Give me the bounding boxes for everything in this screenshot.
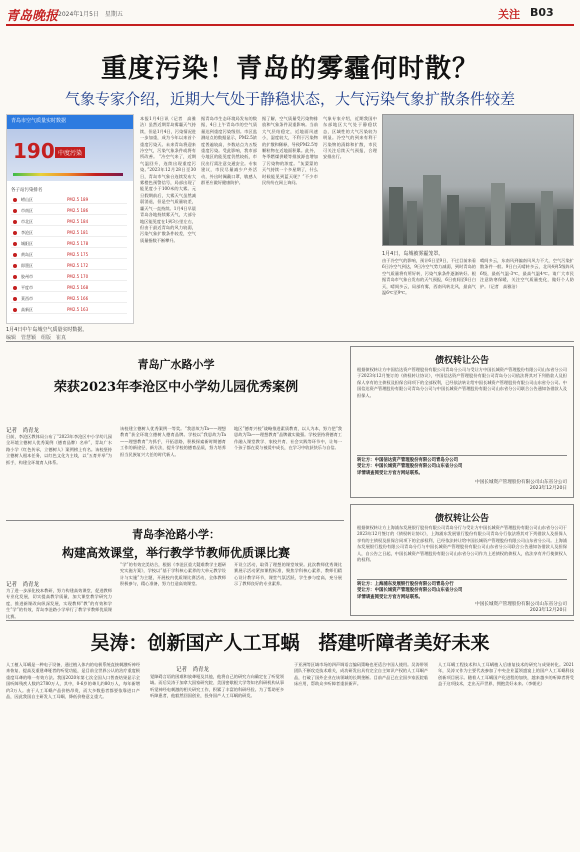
notice-title: 债权转让公告 xyxy=(434,514,489,524)
newspaper-logo: 青岛晚报 xyxy=(6,9,59,24)
notice-signature: 中国长城资产管理股份有限公司山东省分公司 2023年12月20日 xyxy=(475,480,567,491)
main-article-col6: 晴间多云，东南风到偏南风风力不大，空气污染扩散条件一般。9日白天晴转多云，北风4到5级阵风6级，最低气温-3℃，最高气温4℃。请广大市民注意防寒保暖，关注空气质量变化，做好个人防护。（记者 高雅洁） xyxy=(480,258,574,289)
app-title: 青岛市空气质量实时数据 xyxy=(11,118,67,124)
aqi-value: 190 xyxy=(13,139,55,163)
station-value: PM2.5 172 xyxy=(67,263,89,268)
main-subheadline: 气象专家介绍，近期大气处于静稳状态，大气污染气象扩散条件较差 xyxy=(64,90,515,108)
station-value: PM2.5 175 xyxy=(67,252,89,257)
debt-transfer-notice-1 xyxy=(350,346,574,498)
station-row xyxy=(11,272,127,281)
status-dot-icon xyxy=(13,308,17,312)
station-value: PM2.5 181 xyxy=(67,230,89,235)
article2-col2: 该校建立德树人优秀案例一等奖。“我思故为Ta——理想教育”获全环境立德树人德育品牌。学校以“我思故为Ta——理想教育”为抓手，开拓思路，积极探索新时期德育工作的新途径、新方法，提升学校的德育品质，努力培养担当民族复兴大任的时代新人。 xyxy=(120,426,226,457)
main-article-col4: 气象专家介绍，近期我国中东部地区大气处于静稳状态，区域性的大气污染较为明显。冷空气的到来有利于污染物的清除和扩散，市民可关注后续天气预报，合理安排出行。 xyxy=(323,116,377,160)
station-name: 高新区 xyxy=(21,307,33,312)
station-row xyxy=(11,294,127,303)
bottom-section-divider xyxy=(6,620,574,621)
station-name: 莱西市 xyxy=(21,296,33,301)
station-name: 平度市 xyxy=(21,285,33,290)
notice-signature: 中国长城资产管理股份有限公司山东省分公司 2023年12月20日 xyxy=(475,602,567,613)
station-name: 李沧区 xyxy=(21,230,33,235)
station-row xyxy=(11,206,127,215)
article3-col3: 开设立活动，取得了理想的课堂效果。此次教师优秀课比赛展示活动紧扣课程标准，聚焦学科核心素养，教师们精心设计教学环节，课堂气氛活跃，学生参与度高，充分展示了教师良好的专业素养。 xyxy=(234,562,342,587)
station-value: PM2.5 168 xyxy=(67,285,89,290)
article2-kicker: 青岛广水路小学 xyxy=(137,358,215,371)
screenshot-caption: 1月4日中午岛城空气质量实时数据。 xyxy=(6,327,88,333)
article4-col1: 人工植入耳蜗是一种电子设备，通过植入体内的电极系统直接刺激听神经来恢复、提高及重建聋哑者的听觉功能，是目前全世界公认的治疗重度极重度耳聋的唯一有效方法。我国2020年第七次全国人口普查结果显示全国听障残疾人数约2780万人，其中，0-6岁的聋儿约80万人，每年新增约3万人。由于人工耳蜗产品价格昂贵，而大多数患者都要依靠进口产品，因此我国自主研发人工耳蜗、降低价格意义重大。 xyxy=(6,662,141,700)
station-name: 崂山区 xyxy=(21,197,33,202)
status-dot-icon xyxy=(13,253,17,257)
station-name: 黄岛区 xyxy=(21,252,33,257)
station-name: 即墨区 xyxy=(21,263,33,268)
photo-caption: 1月4日，岛城被雾霾笼罩。 xyxy=(382,251,444,257)
main-article-col1: 本报1月4日讯（记者 高雅洁）虽然近期青岛雾霾天气持续，但是1月4日，污染情况进一步加重，成为今年以来首个重度污染天。未来青岛将迎来冷空气，污染气象条件或将有所改善。 “冷空气来了，近期气温回升，连续出现重度污染。”2023年12月28日至30日，青岛市气象台连续发布大雾橙色预警信号，局部出现了能见度小于100米的大雾。元旦假期前后，大雾天气虽然减弱消退，但是空气质量较差，霾天气一直持续。1月4日早晨青岛各地持续雾天气，大部分地区能见度在1到3公里左右，但由于最近青岛的风力较弱，污染气象扩散条件较差，空气质量指数不断攀升。 xyxy=(140,116,196,243)
app-title-bar xyxy=(7,115,133,129)
status-dot-icon xyxy=(13,297,17,301)
aqi-level-badge: 中度污染 xyxy=(55,147,85,158)
station-row xyxy=(11,217,127,226)
article3-byline: 记者 尚青龙 xyxy=(6,582,40,588)
station-ranking-title: 各子站污染排名 xyxy=(11,188,43,193)
station-row xyxy=(11,239,127,248)
article2-col1: 日前，李沧区教体局公布了“2023年李沧区中小学幼儿园全环境立德树人优秀案例（德育品牌）名单”，青岛广水路小学《红色传承，立德树人》案例榜上有名。该校坚持立德树人根本任务，以红色文化为主线，以“五育并举”为抓手，构建全环境育人体系。 xyxy=(6,434,112,465)
station-row xyxy=(11,228,127,237)
article4-title: 吴涛：创新国产人工耳蜗 搭建听障者美好未来 xyxy=(90,632,490,654)
station-name: 胶州市 xyxy=(21,274,33,279)
smog-cityscape-photo xyxy=(382,114,574,246)
article4-col2: 觉障碍言语的困难和放聋哑及其他，他将自己的研究方向确定在了听觉领域。而后吴涛于加拿大国家研究院、美国密歇根大学等知名科研机构从事听觉神经电刺激的相关研究工作，积累了丰富的科研经验。为了帮助更多听障患者，他毅然回国创业，投身国产人工耳蜗的研发。 xyxy=(150,674,285,699)
station-value: PM2.5 189 xyxy=(67,197,89,202)
station-value: PM2.5 170 xyxy=(67,274,89,279)
station-row xyxy=(11,195,127,204)
station-row xyxy=(11,250,127,259)
status-dot-icon xyxy=(13,220,17,224)
station-value: PM2.5 184 xyxy=(67,219,89,224)
main-article-col2: 据青岛市生态环境局发布的数据，4日上午青岛市的空气质量达到重度污染级别。市区监测站点的数据显示，PM2.5浓度普遍较高，多数站点为五级重度污染。受此影响，我市部分地区的能见度仍然较低，市民出行需注意交通安全。专家建议，市民尽量减少户外活动，外出时佩戴口罩，敏感人群更应做好健康防护。 xyxy=(201,116,257,186)
notice-body: 根据债权转让方上海浦东发展银行股份有限公司青岛分行与受让方中国长城资产管理股份有限公司山东省分公司于2023年12月签订的《债权转让协议》，上海浦东发展银行股份有限公司青岛分行依法将其对下列借款人及担保人享有的主债权及担保合同项下的全部权利，已经依法转让给中国长城资产管理股份有限公司山东省分公司。上海浦东发展银行股份有限公司青岛分行与中国长城资产管理股份有限公司山东省分公司联合公告通知各借款人及担保人，自公告之日起，中国长城资产管理股份有限公司山东省分公司作为上述债权的债权人，依法享有并行使债权人的权利。 xyxy=(357,525,567,563)
header-rule xyxy=(6,24,574,26)
article4-byline: 记者 尚青龙 xyxy=(176,667,210,673)
status-dot-icon xyxy=(13,275,17,279)
notice-parties: 转让方：上海浦东发展银行股份有限公司青岛分行 受让方：中国长城资产管理股份有限公司山东省分公司 详情请查阅受让方官方网站联系。 xyxy=(357,579,567,599)
article4-col4: 人工耳蜗工程技术和人工耳蜗植入后康复技术的研究与成果转化。2021年，吴涛又作为主要代表参加了中央企业蓝领盛宴上的国产人工耳蜗科技创新项目展示。随着人工耳蜗国产化进程的加快，越来越多的听障者将受益于这项技术，走出无声世界，拥抱美好未来。（李朝光） xyxy=(438,662,574,687)
notice-parties: 转让方：中国信达资产管理股份有限公司青岛分公司 受让方：中国长城资产管理股份有限公司山东省分公司 详情请查阅受让方官方网站联系。 xyxy=(357,455,567,477)
section-divider xyxy=(6,341,574,342)
issue-date: 2024年1月5日 星期五 xyxy=(58,11,123,18)
article2-title: 荣获2023年李沧区中小学幼儿园优秀案例 xyxy=(53,380,299,395)
station-value: PM2.5 166 xyxy=(67,296,89,301)
section-name: 关注 xyxy=(498,8,520,21)
aqi-color-scale xyxy=(13,173,123,176)
station-row xyxy=(11,261,127,270)
station-name: 市北区 xyxy=(21,219,33,224)
notice-body: 根据债权转让方中国信达资产管理股份有限公司青岛分公司与受让方中国长城资产管理股份有限公司山东省分公司于2023年12月签订的《债权转让协议》，中国信达资产管理股份有限公司青岛分公司依法将其对下列借款人及担保人享有的主债权及担保合同项下的全部权利，已经依法转让给中国长城资产管理股份有限公司山东省分公司。中国信达资产管理股份有限公司青岛分公司与中国长城资产管理股份有限公司山东省分公司联合公告通知各借款人及担保人。 xyxy=(357,367,567,398)
station-name: 城阳区 xyxy=(21,241,33,246)
article3-col1: 为了进一步深化校本教研，努力构建高效课堂，促进教师专业化发展，切实提高教学质量，加大课堂教学研究力度，推进新课改向纵深发展，实现教师“教”的有效和学生“学”的有效，青岛李沧路小学举行了教学节教师优质课比赛。 xyxy=(6,588,112,619)
status-dot-icon xyxy=(13,286,17,290)
station-value: PM2.5 163 xyxy=(67,307,89,312)
article3-kicker: 青岛李沧路小学： xyxy=(132,528,220,541)
station-row xyxy=(11,305,127,314)
debt-transfer-notice-2 xyxy=(350,504,574,616)
main-headline: 重度污染！青岛的雾霾何时散？ xyxy=(100,54,479,84)
article3-col2: “学”的有效完美结合，根据《李沧区重大疑难教学主题研究实施方案》，学校以“基于学科核心素养的大单元教学设计与实施”为主题，开展校内优质课比赛活动，全体教师积极参与，精心准备，努力打造高效课堂。 xyxy=(120,562,226,587)
status-dot-icon xyxy=(13,198,17,202)
status-dot-icon xyxy=(13,264,17,268)
status-dot-icon xyxy=(13,242,17,246)
article2-col3: 地区”德育兴校”战略推进素质教育，以人为本，努力把“我思故为Ta——理想教育”品牌做实做强。学校坚持将德育工作融入课堂教学、家校共育、社会实践等环节中，让每一个孩子都在爱与被爱中成长，在学习中收获快乐与自信。 xyxy=(234,426,342,451)
station-value: PM2.5 178 xyxy=(67,241,89,246)
station-value: PM2.5 186 xyxy=(67,208,89,213)
page-number: B03 xyxy=(530,6,554,19)
article3-title: 构建高效课堂，举行教学节教师优质课比赛 xyxy=(61,546,290,560)
air-quality-screenshot xyxy=(6,114,134,324)
main-article-col3: 据了解，空气质量受污染物排放和气象条件双重影响。当前大气层结稳定，近地面风速小，湿度较大，不利于污染物的扩散和稀释，导致PM2.5等颗粒物在近地面积累。此外，冬季燃煤供暖等排放源也增加了污染物的浓度。“灰蒙蒙的天气持续一个多星期了，什么时候能见到蓝天呢？”不少市民纷纷在网上询问。 xyxy=(262,116,318,186)
editor-credits: 编辑 管慧颖 组版 崔真 xyxy=(6,335,67,341)
station-row xyxy=(11,283,127,292)
status-dot-icon xyxy=(13,209,17,213)
status-dot-icon xyxy=(13,231,17,235)
station-name: 市南区 xyxy=(21,208,33,213)
article-divider xyxy=(6,520,344,521)
article4-col3: 于亚洲等区域市场的四声调语言编码策略也更适合中国人使用。吴涛带领团队不断攻克技术难关，成功研发出具有完全自主知识产权的人工耳蜗产品，打破了国外企业在该领域的长期垄断。目前产品已在全国多家医院临床应用，帮助众多听障者重获新声。 xyxy=(294,662,429,687)
article2-byline: 记者 尚青龙 xyxy=(6,428,40,434)
main-article-col5: 由于冷空气的影响，预计6日至9日，不过目前来看6日冷空气到达，9日冷空气势力减弱，到时青岛的空气质量将有所好转，污染气象条件逐渐转好。根据青岛市气象台发布的天气预报，6日夜间至8日白天，晴间多云，局部有雾，西南风转北风，最高气温6℃至9℃。 xyxy=(382,258,476,296)
notice-title: 债权转让公告 xyxy=(434,356,489,366)
